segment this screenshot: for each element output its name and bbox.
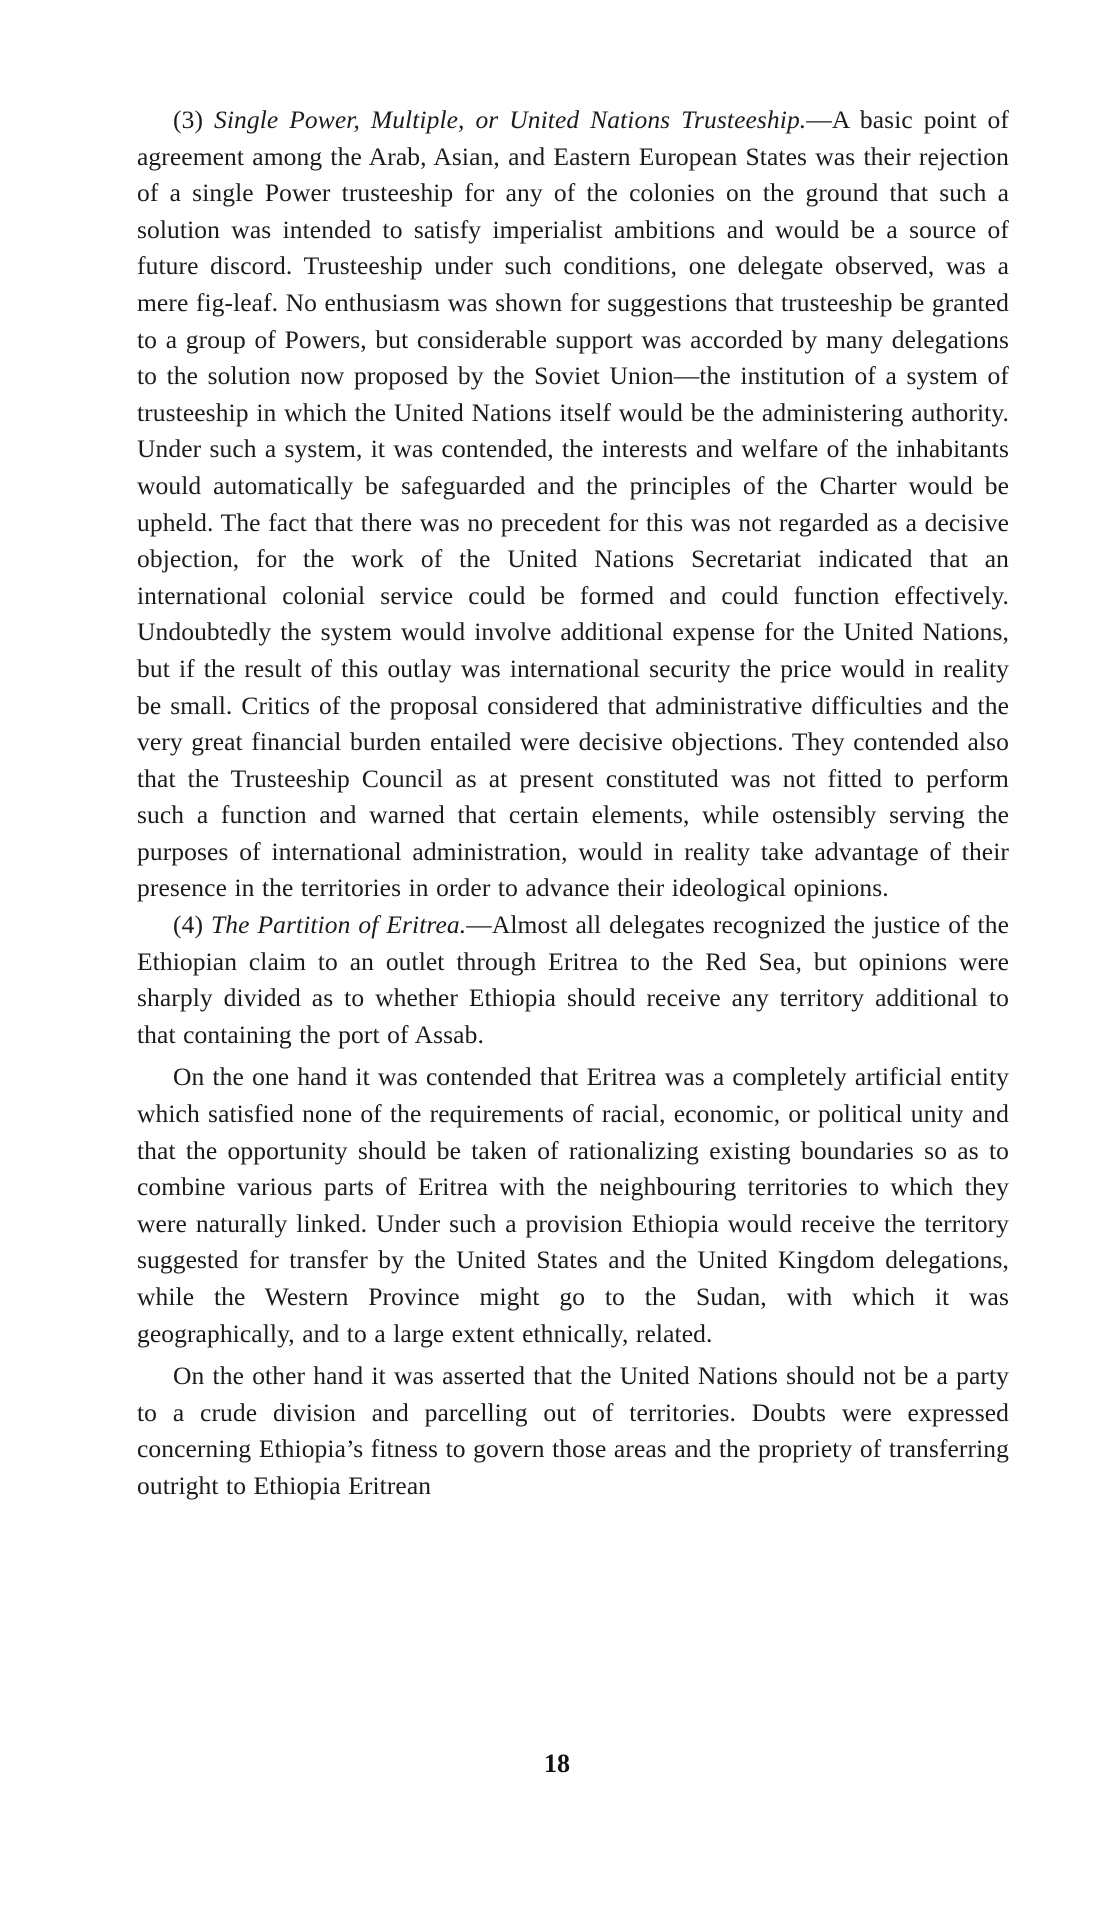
paragraph-body: —A basic point of agreement among the Arab, Asian, and Eastern European States was their rejection of a single Power trusteeship for any of the colonies on the ground that such a solution was intended to satisfy imperialist ambitions and would be a source of future discord. Trusteeship under such conditions, one delegate observed, was a mere fig-leaf. No enthusiasm was shown for suggestions that trusteeship be granted to a group of Powers, but considerable support was accorded by many delegations to the solution now proposed by the Soviet Union—the institution of a system of trusteeship in which the United Nations itself would be the administering authority. Under such a system, it was contended, the interests and welfare of the inhabitants would automatically be safeguarded and the principles of the Charter would be upheld. The fact that there was no precedent for this was not regarded as a decisive objection, for the work of the United Nations Secretariat indicated that an international colonial service could be formed and could function effectively. Undoubtedly the system would involve additional expense for the United Nations, but if the result of this outlay was international security the price would in reality be small. Critics of the proposal considered that administrative difficulties and the very great financial burden entailed were decisive objections. They contended also that the Trusteeship Council as at present constituted was not fitted to perform such a function and warned that certain elements, while ostensibly serving the purposes of international administration, would in reality take advantage of their presence in the territories in order to advance their ideological opinions. [137, 105, 1009, 903]
section-heading: The Partition of Eritrea. [210, 910, 467, 940]
section-number: (3) [173, 105, 204, 134]
paragraph-one-hand [137, 1059, 1009, 1352]
paragraph-body: On the other hand it was asserted that the United Nations should not be a party to a crude division and parcelling out of territories. Doubts were expressed concerning Ethiopia’s fitness to govern those areas and the propriety of transferring outright to Ethiopia Eritrean [137, 1361, 1009, 1500]
paragraph-body: —Almost all delegates recognized the justice of the Ethiopian claim to an outlet through Eritrea to the Red Sea, but opinions were sharply divided as to whether Ethiopia should receive any territory additional to that containing the port of Assab. [137, 910, 1010, 1049]
body-text [137, 102, 1009, 1505]
section-heading: Single Power, Multiple, or United Nations Trusteeship. [213, 105, 807, 134]
paragraph-partition-of-eritrea [137, 907, 1009, 1053]
paragraph-single-power-trusteeship [137, 102, 1009, 907]
paragraph-other-hand [137, 1358, 1009, 1504]
paragraph-body: On the one hand it was contended that Eritrea was a completely artificial entity which satisfied none of the requirements of racial, economic, or political unity and that the opportunity should be taken of rationalizing existing boundaries so as to combine various parts of Eritrea with the neighbouring territories to which they were naturally linked. Under such a provision Ethiopia would receive the territory suggested for transfer by the United States and the United Kingdom delegations, while the Western Province might go to the Sudan, with which it was geographically, and to a large extent ethnically, related. [137, 1062, 1009, 1348]
page-number: 18 [544, 1749, 570, 1778]
section-number: (4) [173, 910, 204, 940]
